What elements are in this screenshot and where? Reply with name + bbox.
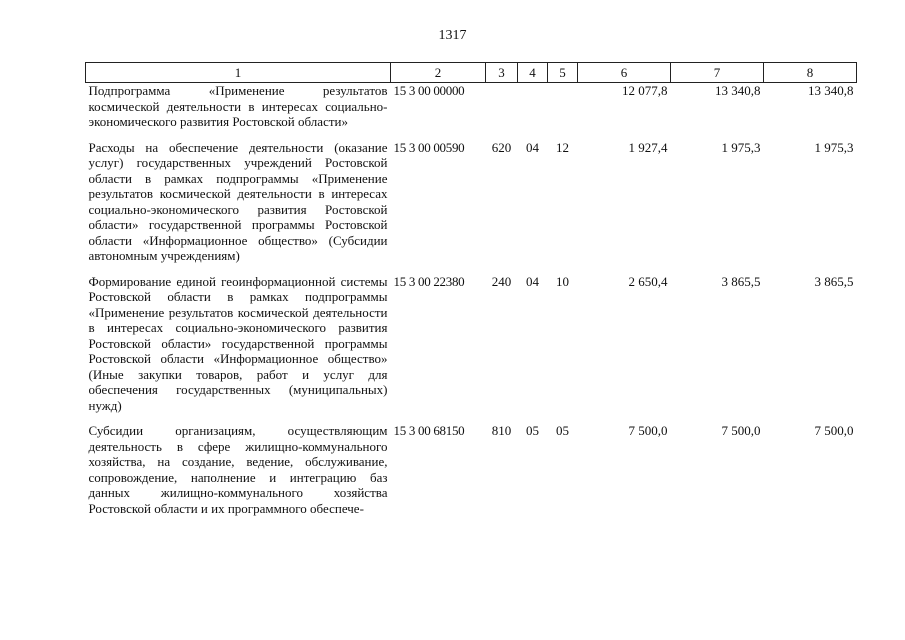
column-header: 8 xyxy=(764,63,857,83)
target-article-code: 15 3 00 00590 xyxy=(393,139,465,155)
row-description: Расходы на обеспечение деятельности (оказание услуг) государственных учреждений Ростовской области в рамках подпрограммы «Применение результатов космической деятельности в интересах социально-экономического развития Ростовской области» государственной программы Ростовской области «Информационное общество» (Субсидии автономным учреждениям) xyxy=(88,139,388,263)
column-header: 1 xyxy=(86,63,391,83)
subsection-code xyxy=(548,83,578,140)
table-row xyxy=(86,83,857,140)
amount-col-8: 3 865,5 xyxy=(814,273,854,289)
column-header: 6 xyxy=(578,63,671,83)
amount-col-6: 1 927,4 xyxy=(628,139,668,155)
table-row xyxy=(86,274,857,424)
amount-col-8: 13 340,8 xyxy=(808,83,854,98)
amount-col-6: 7 500,0 xyxy=(628,423,668,438)
section-code xyxy=(518,83,548,140)
table-row xyxy=(86,140,857,274)
page-number: 1317 xyxy=(438,28,467,43)
column-header: 3 xyxy=(486,63,518,83)
expense-type-code: 810 xyxy=(491,423,512,438)
column-header: 4 xyxy=(518,63,548,83)
table-row xyxy=(86,423,857,526)
amount-col-8: 7 500,0 xyxy=(814,423,854,438)
budget-table xyxy=(85,62,857,526)
amount-col-7: 13 340,8 xyxy=(715,83,761,98)
target-article-code: 15 3 00 22380 xyxy=(393,273,465,289)
column-header: 7 xyxy=(671,63,764,83)
expense-type-code xyxy=(486,83,518,140)
section-code: 04 xyxy=(526,273,539,289)
subsection-code: 12 xyxy=(556,139,569,155)
subsection-code: 05 xyxy=(556,423,569,438)
amount-col-8: 1 975,3 xyxy=(814,139,854,155)
section-code: 05 xyxy=(526,423,539,438)
expense-type-code: 240 xyxy=(491,273,512,289)
section-code: 04 xyxy=(526,139,539,155)
amount-col-7: 1 975,3 xyxy=(721,139,761,155)
column-numbers-row xyxy=(86,63,857,83)
target-article-code: 15 3 00 68150 xyxy=(393,423,465,438)
amount-col-6: 12 077,8 xyxy=(622,83,668,98)
column-header: 2 xyxy=(391,63,486,83)
amount-col-7: 3 865,5 xyxy=(721,273,761,289)
row-description: Формирование единой геоинформационной системы Ростовской области в рамках подпрограммы «Применение результатов космической деятельности в интересах социально-экономического развития Ростовской области» государственной программы Ростовской области «Информационное общество» (Иные закупки товаров, работ и услуг для обеспечения государственных (муниципальных) нужд) xyxy=(88,273,388,413)
expense-type-code: 620 xyxy=(491,139,512,155)
target-article-code: 15 3 00 00000 xyxy=(393,83,465,98)
amount-col-6: 2 650,4 xyxy=(628,273,668,289)
row-description: Подпрограмма «Применение результатов космической деятельности в интересах социально-экономического развития Ростовской области» xyxy=(88,83,388,129)
column-header: 5 xyxy=(548,63,578,83)
amount-col-7: 7 500,0 xyxy=(721,423,761,438)
row-description: Субсидии организациям, осуществляющим деятельность в сфере жилищно-коммунального хозяйства, на создание, ведение, обслуживание, сопровождение, наполнение и интеграцию баз данных жилищно-коммунального хозяйства Ростовской области и их программного обеспече- xyxy=(88,423,388,516)
subsection-code: 10 xyxy=(556,273,569,289)
